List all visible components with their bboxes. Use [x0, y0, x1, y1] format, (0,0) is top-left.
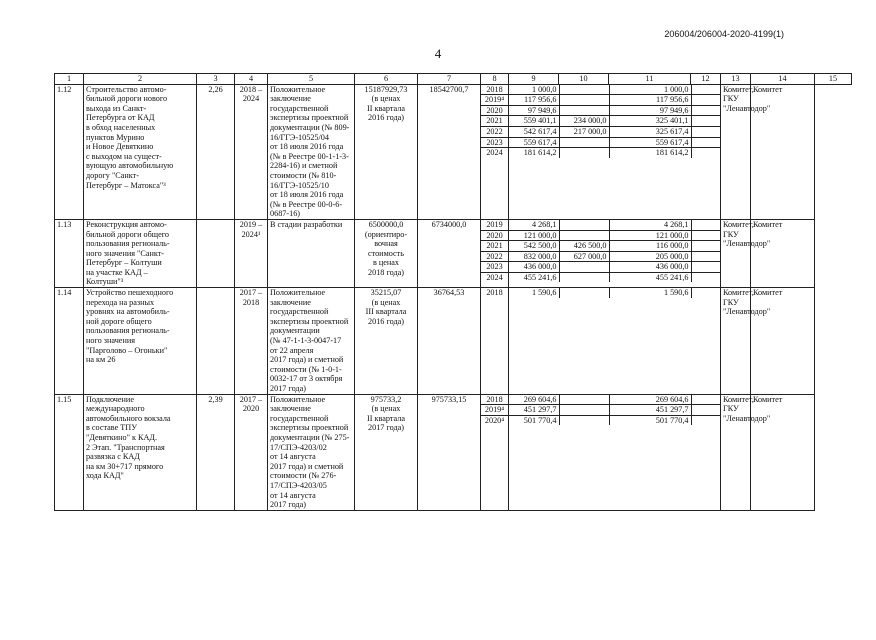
header-cell: 14 — [751, 74, 815, 85]
period: 2018 – 2024 — [235, 84, 268, 219]
funding-federal: 234 000,0 — [559, 116, 609, 127]
row-number: 1.14 — [55, 288, 84, 395]
funding-total: 436 000,0 — [509, 262, 559, 273]
year-row — [481, 85, 508, 95]
object-name: Устройство пешеходного перехода на разных уровнях на автомобиль- ной дороге общего пользования региональ- ного значения "Парголово – Огоньки" на км 26 — [84, 288, 197, 395]
year-row — [481, 230, 508, 241]
year: 2021 — [481, 116, 508, 127]
year: 2019 — [481, 220, 508, 230]
funding-row — [509, 395, 721, 405]
header-cell: 9 — [509, 74, 559, 85]
funding-regional: 181 614,2 — [609, 148, 691, 158]
customer: Комитет, ГКУ "Ленавтодор" — [721, 394, 751, 510]
funding-total: 455 241,6 — [509, 272, 559, 282]
year-row — [481, 116, 508, 127]
funding-federal — [559, 85, 609, 95]
year: 2020⁴ — [484, 415, 505, 425]
header-cell: 10 — [559, 74, 609, 85]
funding-row — [509, 241, 721, 252]
funding-regional: 501 770,4 — [609, 415, 691, 425]
funding-federal: 426 500,0 — [559, 241, 609, 252]
length-km: 2,26 — [197, 84, 235, 219]
year: 2018 — [481, 85, 508, 95]
header-row — [55, 74, 852, 85]
funding-row — [509, 126, 721, 137]
funding-total: 542 500,0 — [509, 241, 559, 252]
funding-row — [509, 85, 721, 95]
funding-regional: 4 268,1 — [609, 220, 691, 230]
funding-federal: 217 000,0 — [559, 126, 609, 137]
year-row — [481, 148, 508, 158]
header-cell: 13 — [721, 74, 751, 85]
funding-row — [509, 137, 721, 148]
table-row — [55, 394, 852, 510]
year: 2019⁴ — [481, 95, 508, 106]
funding-other — [691, 272, 721, 282]
responsible: Комитет — [751, 288, 815, 395]
year-row — [481, 137, 508, 148]
page-number: 4 — [434, 46, 442, 61]
funding-federal — [559, 395, 609, 405]
funding-total: 832 000,0 — [509, 251, 559, 262]
year-row — [481, 220, 508, 230]
header-cell: 3 — [197, 74, 235, 85]
estimated-cost: 35215,07 (в ценах III квартала 2016 года) — [355, 288, 418, 395]
year: 2020 — [481, 105, 508, 116]
funding-total: 181 614,2 — [509, 148, 559, 158]
funding-other — [691, 262, 721, 273]
customer: Комитет, ГКУ "Ленавтодор" — [721, 219, 751, 287]
year-row — [481, 251, 508, 262]
funding-cell — [509, 219, 721, 287]
year: 2023 — [481, 262, 508, 273]
funding-regional: 325 401,1 — [609, 116, 691, 127]
funding-federal — [559, 95, 609, 106]
responsible: Комитет — [751, 394, 815, 510]
year-row — [481, 95, 508, 106]
project-documents: В стадии разработки — [268, 219, 355, 287]
table-row — [55, 288, 852, 395]
funding-regional: 121 000,0 — [609, 230, 691, 241]
funding-regional: 455 241,6 — [609, 272, 691, 282]
funding-row — [509, 251, 721, 262]
year-row — [481, 272, 508, 282]
funding-federal — [559, 105, 609, 116]
funding-total: 97 949,6 — [509, 105, 559, 116]
funding-row — [509, 405, 721, 416]
funding-regional: 325 617,4 — [609, 126, 691, 137]
header-cell: 15 — [815, 74, 852, 85]
length-km: 2,39 — [197, 394, 235, 510]
funding-other — [691, 288, 721, 298]
row-number: 1.13 — [55, 219, 84, 287]
table-row — [55, 219, 852, 287]
funding-regional: 97 949,6 — [609, 105, 691, 116]
year: 2021 — [481, 241, 508, 252]
total-cost: 18542700,7 — [418, 84, 481, 219]
funding-federal — [559, 288, 609, 298]
funding-row — [509, 288, 721, 298]
funding-row — [509, 230, 721, 241]
funding-cell — [509, 84, 721, 219]
funding-other — [691, 126, 721, 137]
funding-federal — [559, 272, 609, 282]
length-km — [197, 219, 235, 287]
funding-row — [509, 116, 721, 127]
year: 2022 — [481, 251, 508, 262]
responsible: Комитет — [751, 219, 815, 287]
funding-total: 4 268,1 — [509, 220, 559, 230]
funding-regional: 205 000,0 — [609, 251, 691, 262]
funding-row — [509, 415, 721, 425]
header-cell: 1 — [55, 74, 84, 85]
header-cell: 7 — [418, 74, 481, 85]
funding-row — [509, 95, 721, 106]
funding-other — [691, 415, 721, 425]
responsible: Комитет — [751, 84, 815, 219]
period: 2017 – 2020 — [235, 394, 268, 510]
total-cost: 6734000,0 — [418, 219, 481, 287]
years-cell — [481, 394, 509, 510]
year-row — [481, 395, 508, 405]
funding-other — [691, 395, 721, 405]
row-number: 1.12 — [55, 84, 84, 219]
funding-regional: 451 297,7 — [609, 405, 691, 416]
program-table — [54, 73, 852, 511]
funding-total: 1 000,0 — [509, 85, 559, 95]
funding-total: 542 617,4 — [509, 126, 559, 137]
year-row — [481, 126, 508, 137]
funding-regional: 1 000,0 — [609, 85, 691, 95]
funding-federal — [559, 405, 609, 416]
funding-row — [509, 148, 721, 158]
object-name: Строительство автомо- бильной дороги нового выхода из Санкт- Петербурга от КАД в обход населенных пунктов Мурино и Новое Девяткино с выходом на сущест- вующую автомобильную дорогу "Санкт- Петербург – Матокса"³ — [84, 84, 197, 219]
years-cell — [481, 219, 509, 287]
funding-other — [691, 148, 721, 158]
years-cell — [481, 288, 509, 395]
year: 2019⁴ — [481, 405, 508, 416]
year-row — [481, 405, 508, 416]
customer: Комитет, ГКУ "Ленавтодор" — [721, 84, 751, 219]
funding-other — [691, 241, 721, 252]
estimated-cost: 975733,2 (в ценах II квартала 2017 года) — [355, 394, 418, 510]
funding-regional: 559 617,4 — [609, 137, 691, 148]
year-row — [481, 288, 508, 298]
years-cell — [481, 84, 509, 219]
funding-other — [691, 116, 721, 127]
funding-total: 117 956,6 — [509, 95, 559, 106]
funding-federal — [559, 415, 609, 425]
estimated-cost: 15187929,73 (в ценах II квартала 2016 года) — [355, 84, 418, 219]
year-row — [481, 415, 508, 425]
funding-row — [509, 220, 721, 230]
year: 2024 — [486, 272, 503, 282]
header-cell: 12 — [691, 74, 721, 85]
year-row — [481, 105, 508, 116]
year-row — [481, 262, 508, 273]
funding-total: 501 770,4 — [509, 415, 559, 425]
funding-row — [509, 262, 721, 273]
estimated-cost: 6500000,0 (ориентиро- вочная стоимость в ценах 2018 года) — [355, 219, 418, 287]
funding-total: 451 297,7 — [509, 405, 559, 416]
year: 2023 — [481, 137, 508, 148]
period: 2017 – 2018 — [235, 288, 268, 395]
funding-total: 269 604,6 — [509, 395, 559, 405]
header-cell: 4 — [235, 74, 268, 85]
year: 2018 — [486, 288, 503, 298]
funding-other — [691, 251, 721, 262]
row-number: 1.15 — [55, 394, 84, 510]
funding-other — [691, 137, 721, 148]
funding-federal — [559, 148, 609, 158]
funding-regional: 269 604,6 — [609, 395, 691, 405]
customer: Комитет, ГКУ "Ленавтодор" — [721, 288, 751, 395]
header-cell: 6 — [355, 74, 418, 85]
header-cell: 11 — [609, 74, 691, 85]
table-row — [55, 84, 852, 219]
header-cell: 2 — [84, 74, 197, 85]
funding-other — [691, 405, 721, 416]
project-documents: Положительное заключение государственной экспертизы проектной документации (№ 275- 17/СПЭ-4203/02 от 14 августа 2017 года) и сметной стоимости (№ 276- 17/СПЭ-4203/05 от 14 августа 2017 года) — [268, 394, 355, 510]
total-cost: 36764,53 — [418, 288, 481, 395]
funding-total: 559 401,1 — [509, 116, 559, 127]
funding-other — [691, 95, 721, 106]
length-km — [197, 288, 235, 395]
funding-total: 559 617,4 — [509, 137, 559, 148]
year: 2022 — [481, 126, 508, 137]
funding-other — [691, 230, 721, 241]
funding-other — [691, 105, 721, 116]
funding-federal — [559, 262, 609, 273]
funding-cell — [509, 394, 721, 510]
funding-federal: 627 000,0 — [559, 251, 609, 262]
project-documents: Положительное заключение государственной экспертизы проектной документации (№ 47-1-1-3-0047-17 от 22 апреля 2017 года) и сметной стоимости (№ 1-0-1- 0032-17 от 3 октября 2017 года) — [268, 288, 355, 395]
funding-other — [691, 85, 721, 95]
funding-regional: 1 590,6 — [609, 288, 691, 298]
funding-regional: 117 956,6 — [609, 95, 691, 106]
header-cell: 5 — [268, 74, 355, 85]
year: 2024 — [486, 148, 503, 158]
object-name: Реконструкция автомо- бильной дороги общего пользования региональ- ного значения "Санкт- Петербург – Колтуши на участке КАД – Колтуши"³ — [84, 219, 197, 287]
funding-federal — [559, 230, 609, 241]
total-cost: 975733,15 — [418, 394, 481, 510]
project-documents: Положительное заключение государственной экспертизы проектной документации (№ 809- 16/ГГЭ-10525/04 от 18 июля 2016 года (№ в Реестре 00-1-1-3- 2284-16) и сметной стоимости (№ 810- 16/ГГЭ-10525/10 от 18 июля 2016 года (№ в Реестре 00-0-6- 0687-16) — [268, 84, 355, 219]
funding-total: 1 590,6 — [509, 288, 559, 298]
funding-cell — [509, 288, 721, 395]
funding-row — [509, 105, 721, 116]
funding-row — [509, 272, 721, 282]
year-row — [481, 241, 508, 252]
funding-regional: 436 000,0 — [609, 262, 691, 273]
period: 2019 – 2024¹ — [235, 219, 268, 287]
document-id: 206004/206004-2020-4199(1) — [664, 29, 784, 39]
header-cell: 8 — [481, 74, 509, 85]
year: 2018 — [481, 395, 508, 405]
funding-federal — [559, 220, 609, 230]
funding-regional: 116 000,0 — [609, 241, 691, 252]
year: 2020 — [481, 230, 508, 241]
funding-federal — [559, 137, 609, 148]
funding-total: 121 000,0 — [509, 230, 559, 241]
funding-other — [691, 220, 721, 230]
object-name: Подключение международного автомобильного вокзала в составе ТПУ "Девяткино" к КАД. 2 Этап. "Транспортная развязка с КАД на км 30+717 прямого хода КАД" — [84, 394, 197, 510]
